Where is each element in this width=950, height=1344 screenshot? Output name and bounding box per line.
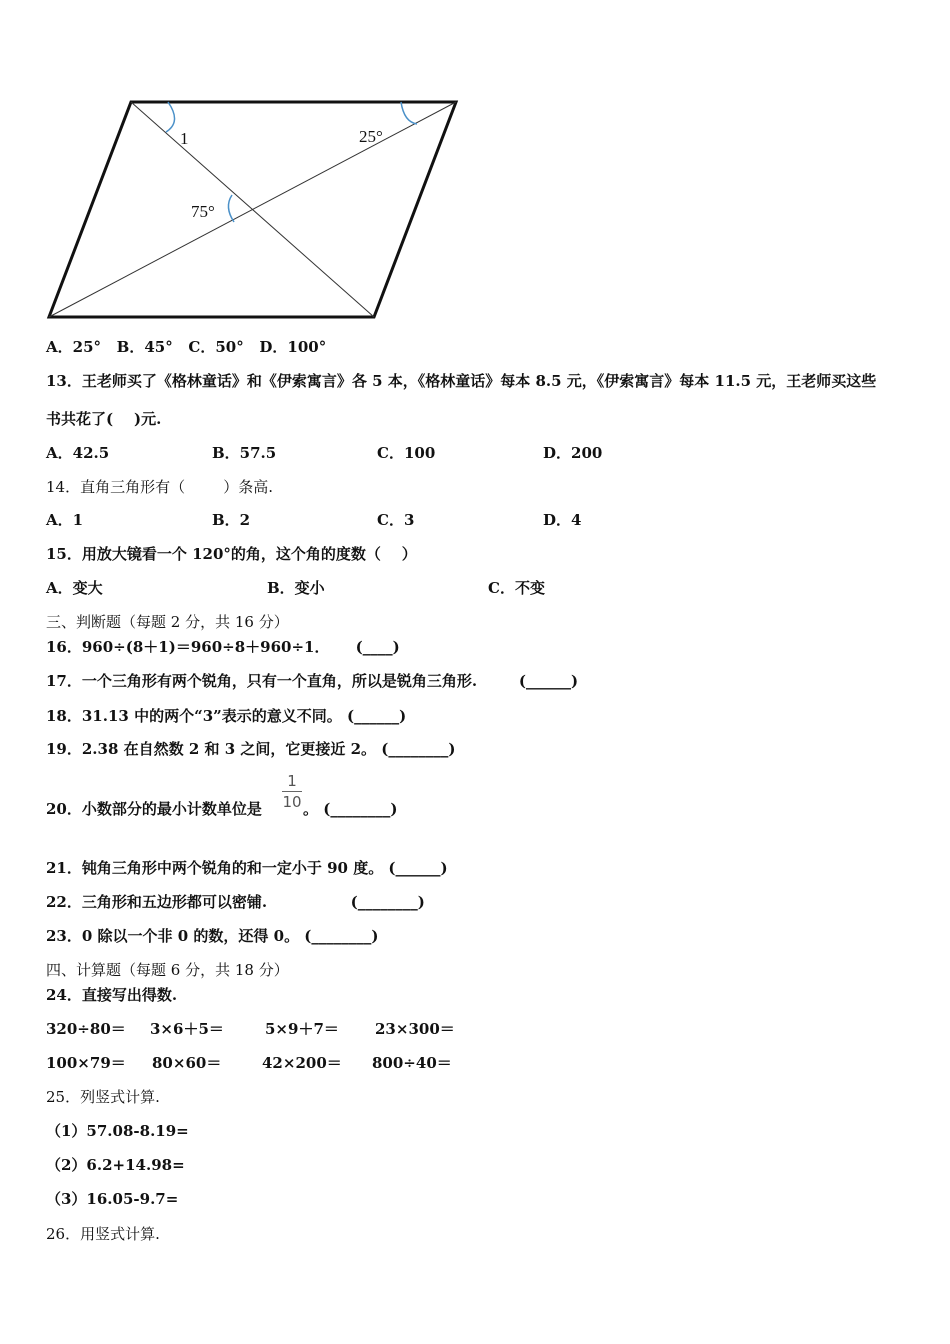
angle-arc-25 (401, 102, 417, 124)
q25-item-3: （3）16.05-9.7= (46, 1190, 179, 1208)
section-3-heading: 三、判断题（每题 2 分，共 16 分） (46, 613, 289, 631)
q24-r2-c2: 80×60＝ (152, 1054, 222, 1072)
q20-text-before: 20．小数部分的最小计数单位是 (46, 800, 262, 818)
q13-option-a: A．42.5 (46, 444, 110, 462)
q20-text-after: 。 (________) (303, 800, 398, 818)
q22-text: 22．三角形和五边形都可以密铺. (________) (46, 893, 425, 911)
q15-text: 15．用放大镜看一个 120°的角，这个角的度数（ ） (46, 545, 417, 563)
q13-text-line1: 13．王老师买了《格林童话》和《伊索寓言》各 5 本，《格林童话》每本 8.5 元，《伊索寓言》每本 11.5 元，王老师买这些 (46, 372, 877, 390)
q19-text: 19．2.38 在自然数 2 和 3 之间，它更接近 2。 (________) (46, 740, 456, 758)
fraction-numerator: 1 (287, 772, 297, 790)
q14-text: 14．直角三角形有（ ）条高. (46, 478, 274, 496)
q24-r1-c3: 5×9＋7＝ (265, 1020, 339, 1038)
diagonal-2 (49, 102, 456, 317)
q16-text: 16．960÷(8＋1)＝960÷8＋960÷1． (____) (46, 638, 400, 656)
q13-option-c: C．100 (377, 444, 436, 462)
q24-r1-c2: 3×6＋5＝ (150, 1020, 224, 1038)
parallelogram-figure (40, 92, 510, 322)
q24-text: 24．直接写出得数. (46, 986, 178, 1004)
fraction-bar (282, 791, 302, 792)
angle-arc-1 (166, 102, 175, 132)
q24-r1-c1: 320÷80＝ (46, 1020, 126, 1038)
q25-text: 25．列竖式计算. (46, 1088, 160, 1106)
q17-text: 17．一个三角形有两个锐角，只有一个直角，所以是锐角三角形. (______) (46, 672, 579, 690)
q18-text: 18．31.13 中的两个“3”表示的意义不同。 (______) (46, 707, 407, 725)
q21-text: 21．钝角三角形中两个锐角的和一定小于 90 度。 (______) (46, 859, 448, 877)
q13-option-d: D．200 (543, 444, 603, 462)
q14-option-a: A．1 (46, 511, 84, 529)
q14-option-d: D．4 (543, 511, 582, 529)
angle-label-75: 75° (191, 202, 215, 221)
q25-item-1: （1）57.08-8.19= (46, 1122, 189, 1140)
q15-option-c: C．不变 (488, 579, 545, 597)
q26-text: 26．用竖式计算. (46, 1225, 160, 1243)
q13-option-b: B．57.5 (212, 444, 277, 462)
q24-r2-c1: 100×79＝ (46, 1054, 126, 1072)
q14-option-c: C．3 (377, 511, 415, 529)
angle-arc-75 (228, 195, 234, 222)
angle-label-25: 25° (359, 127, 383, 146)
q13-text-line2: 书共花了( )元. (46, 410, 162, 428)
angle-label-1: 1 (180, 129, 189, 148)
q15-option-b: B．变小 (267, 579, 325, 597)
q25-item-2: （2）6.2+14.98= (46, 1156, 185, 1174)
q24-r1-c4: 23×300＝ (375, 1020, 455, 1038)
q14-option-b: B．2 (212, 511, 251, 529)
fraction-denominator: 10 (282, 793, 302, 811)
q24-r2-c3: 42×200＝ (262, 1054, 342, 1072)
q23-text: 23．0 除以一个非 0 的数，还得 0。 (________) (46, 927, 379, 945)
q20-fraction (282, 772, 302, 811)
q24-r2-c4: 800÷40＝ (372, 1054, 452, 1072)
q12-options: A．25° B．45° C．50° D．100° (46, 338, 327, 356)
section-4-heading: 四、计算题（每题 6 分，共 18 分） (46, 961, 289, 979)
q15-option-a: A．变大 (46, 579, 103, 597)
